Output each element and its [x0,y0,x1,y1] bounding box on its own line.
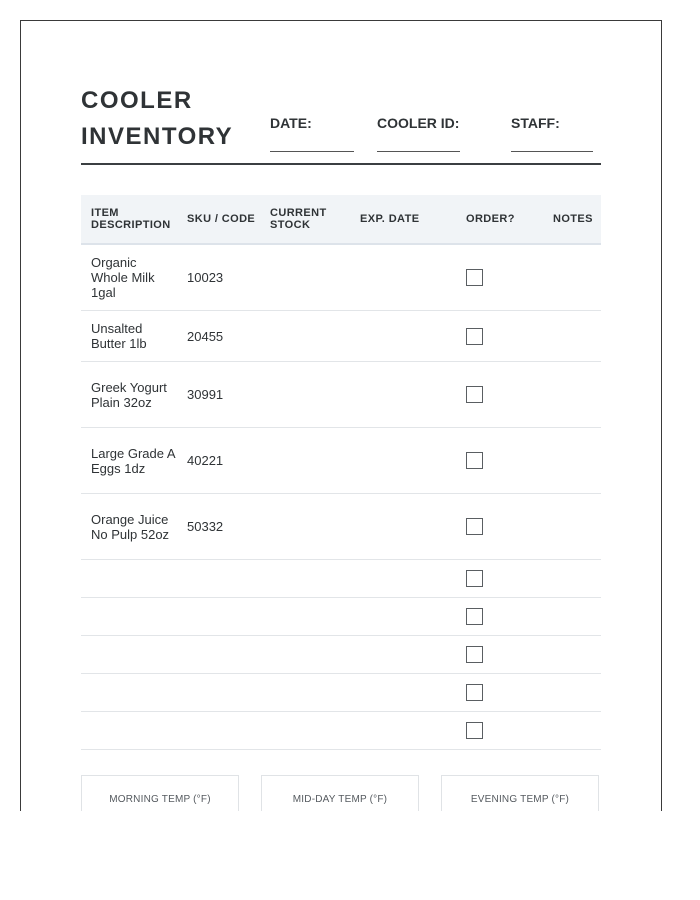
inventory-sheet [20,20,662,811]
sku-cell[interactable] [187,245,257,310]
order-checkbox[interactable] [466,646,483,663]
sku-cell-text: 10023 [187,270,224,285]
current-stock-cell[interactable] [270,560,350,597]
current-stock-cell[interactable] [270,311,350,361]
table-row [81,712,601,750]
current-stock-cell[interactable] [270,636,350,673]
evening-temp-box[interactable] [441,775,599,811]
page-title [81,83,233,155]
order-cell [466,245,526,310]
order-cell [466,598,526,635]
notes-cell[interactable] [553,245,601,310]
cooler-id-label: COOLER ID: [377,115,460,131]
table-row [81,560,601,598]
exp-date-cell[interactable] [360,636,450,673]
header-sku: SKU / CODE [187,213,256,225]
morning-temp-label: MORNING TEMP (°F) [109,794,211,805]
sku-cell[interactable] [187,428,257,493]
order-cell [466,636,526,673]
title-line-1: COOLER [81,87,193,114]
sku-cell[interactable] [187,494,257,559]
sku-cell-text: 50332 [187,519,224,534]
title-line-2: INVENTORY [81,123,234,150]
table-row [81,245,601,311]
item-description-cell[interactable] [91,494,176,559]
item-description-cell[interactable] [91,428,176,493]
midday-temp-label: MID-DAY TEMP (°F) [292,794,388,805]
item-description-cell[interactable] [91,674,176,711]
order-cell [466,674,526,711]
order-checkbox[interactable] [466,570,483,587]
order-cell [466,560,526,597]
table-row [81,494,601,560]
sku-cell[interactable] [187,311,257,361]
exp-date-cell[interactable] [360,560,450,597]
exp-date-cell[interactable] [360,428,450,493]
sku-cell[interactable] [187,712,257,749]
table-row [81,598,601,636]
order-cell [466,362,526,427]
order-checkbox[interactable] [466,452,483,469]
item-description-cell-text: Large Grade A Eggs 1dz [91,445,175,476]
midday-temp-box[interactable] [261,775,419,811]
header-exp-date: EXP. DATE [360,213,420,225]
staff-label: STAFF: [511,115,560,131]
item-description-cell-text: Unsalted Butter 1lb [91,321,147,351]
item-description-cell-text: Greek Yogurt Plain 32oz [91,379,167,410]
table-row [81,636,601,674]
table-row [81,311,601,362]
item-description-cell[interactable] [91,245,176,310]
sku-cell-text: 20455 [187,328,224,344]
notes-cell[interactable] [553,636,601,673]
order-cell [466,494,526,559]
table-body [81,245,601,750]
exp-date-cell[interactable] [360,362,450,427]
current-stock-cell[interactable] [270,428,350,493]
notes-cell[interactable] [553,362,601,427]
notes-cell[interactable] [553,598,601,635]
sku-cell[interactable] [187,636,257,673]
sku-cell[interactable] [187,560,257,597]
staff-input-line[interactable] [511,151,593,152]
current-stock-cell[interactable] [270,712,350,749]
notes-cell[interactable] [553,311,601,361]
header-divider [81,163,601,165]
table-row [81,674,601,712]
order-checkbox[interactable] [466,328,483,345]
current-stock-cell[interactable] [270,362,350,427]
current-stock-cell[interactable] [270,494,350,559]
notes-cell[interactable] [553,560,601,597]
cooler-id-input-line[interactable] [377,151,460,152]
exp-date-cell[interactable] [360,245,450,310]
item-description-cell[interactable] [91,560,176,597]
exp-date-cell[interactable] [360,494,450,559]
sku-cell[interactable] [187,674,257,711]
item-description-cell[interactable] [91,362,176,427]
order-cell [466,712,526,749]
inventory-table [81,195,601,750]
item-description-cell[interactable] [91,598,176,635]
item-description-cell-text: Orange Juice No Pulp 52oz [91,511,170,542]
notes-cell[interactable] [553,674,601,711]
date-field [270,115,312,131]
order-checkbox[interactable] [466,518,483,535]
header-current-stock: CURRENT STOCK [270,207,327,231]
exp-date-cell[interactable] [360,598,450,635]
order-checkbox[interactable] [466,269,483,286]
exp-date-cell[interactable] [360,674,450,711]
staff-field [511,115,560,131]
table-row [81,362,601,428]
exp-date-cell[interactable] [360,311,450,361]
order-checkbox[interactable] [466,386,483,403]
order-checkbox[interactable] [466,722,483,739]
sku-cell-text: 40221 [187,453,224,468]
notes-cell[interactable] [553,494,601,559]
order-checkbox[interactable] [466,684,483,701]
evening-temp-label: EVENING TEMP (°F) [470,794,570,805]
item-description-cell-text: Organic Whole Milk 1gal [91,255,155,300]
table-row [81,428,601,494]
order-checkbox[interactable] [466,608,483,625]
item-description-cell[interactable] [91,636,176,673]
header-item-description: ITEM DESCRIPTION [91,207,171,231]
date-input-line[interactable] [270,151,354,152]
current-stock-cell[interactable] [270,245,350,310]
notes-cell[interactable] [553,428,601,493]
header-notes: NOTES [553,213,593,225]
current-stock-cell[interactable] [270,598,350,635]
sku-cell-text: 30991 [187,387,224,402]
order-cell [466,428,526,493]
sku-cell[interactable] [187,598,257,635]
header-order: ORDER? [466,213,515,225]
cooler-id-field [377,115,459,131]
current-stock-cell[interactable] [270,674,350,711]
item-description-cell[interactable] [91,712,176,749]
morning-temp-box[interactable] [81,775,239,811]
item-description-cell[interactable] [91,311,176,361]
exp-date-cell[interactable] [360,712,450,749]
order-cell [466,311,526,361]
date-label: DATE: [270,115,312,131]
sku-cell[interactable] [187,362,257,427]
table-header [81,195,601,245]
notes-cell[interactable] [553,712,601,749]
